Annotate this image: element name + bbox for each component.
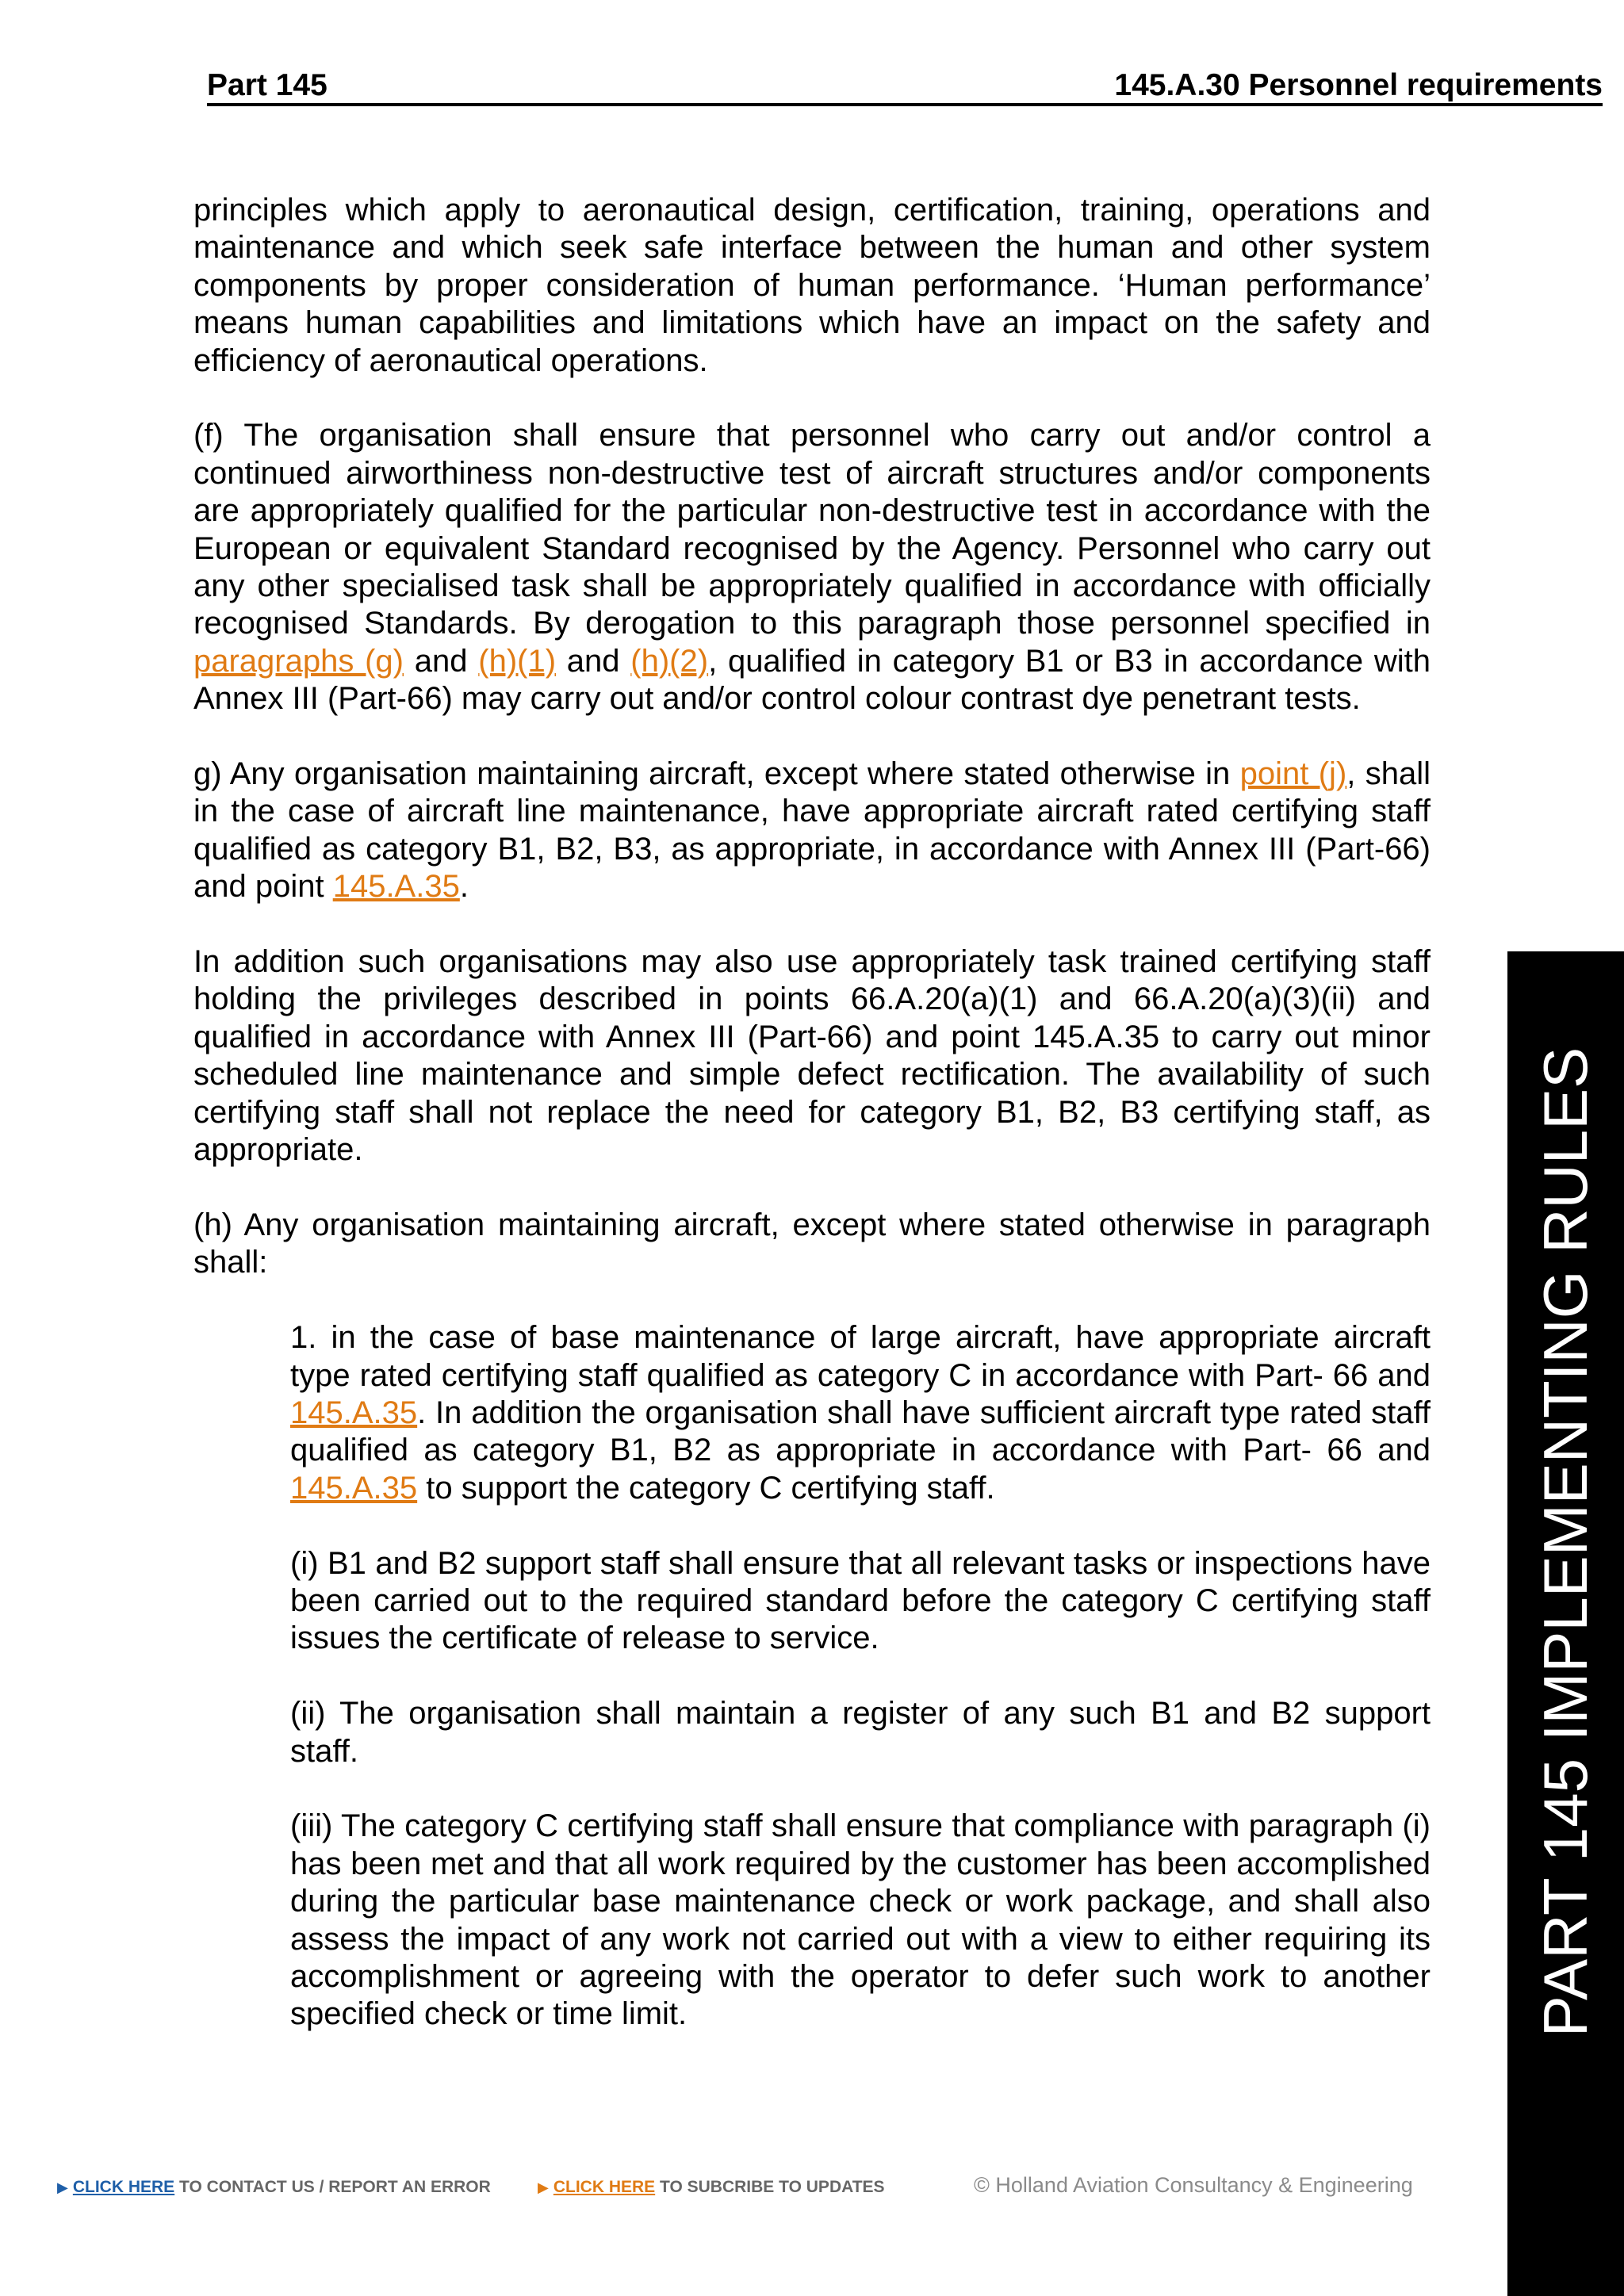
side-tab — [1507, 951, 1624, 2296]
paragraph-f-text-b: and — [404, 643, 479, 679]
link-145a35-h1-first[interactable]: 145.A.35 — [290, 1395, 418, 1430]
play-arrow-icon: ▶ — [538, 2179, 549, 2195]
paragraph-h1-iii: (iii) The category C certifying staff shall ensure that compliance with paragraph (i) has been met and that all work required by the customer has been accomplished during the particular base maintenance check or work package, and shall also assess the impact of any work not carried out with a view to either requiring its accomplishment or agreeing with the operator to defer such work to another specified check or time limit. — [290, 1808, 1431, 2032]
subscribe-text: TO SUBCRIBE TO UPDATES — [655, 2178, 885, 2196]
paragraph-h: (h) Any organisation maintaining aircraft, except where stated otherwise in paragraph shall: — [193, 1207, 1431, 1280]
document-body — [193, 192, 1431, 2071]
paragraph-g-addition: In addition such organisations may also use appropriately task trained certifying staff holding the privileges described in points 66.A.20(a)(1) and 66.A.20(a)(3)(ii) and qualified in accordance with Annex III (Part-66) and point 145.A.35 to carry out minor scheduled line maintenance and simple defect rectification. The availability of such certifying staff shall not replace the need for category B1, B2, B3 certifying staff, as appropriate. — [193, 944, 1431, 1168]
paragraph-h1-text-a: 1. in the case of base maintenance of large aircraft, have appropriate aircraft type rated certifying staff qualified as category C in accordance with Part- 66 and — [290, 1320, 1431, 1393]
paragraph-f-text-d: , qualified in category B1 or B3 in accordance with Annex III (Part-66) may carry out and/or control colour contrast dye penetrant tests. — [193, 643, 1431, 717]
footer-copyright: © Holland Aviation Consultancy & Engineering — [974, 2173, 1413, 2197]
paragraph-f-text-a: (f) The organisation shall ensure that personnel who carry out and/or control a continued airworthiness non-destructive test of aircraft structures and/or components are appropriately qualified for the particular non-destructive test in accordance with the European or equivalent Standard recognised by the Agency. Personnel who carry out any other specialised task shall be appropriately qualified in accordance with officially recognised Standards. By derogation to this paragraph those personnel specified in — [193, 418, 1431, 641]
paragraph-g-text-c: . — [459, 869, 469, 905]
link-h1[interactable]: (h)(1) — [478, 643, 557, 679]
link-point-j[interactable]: point (j) — [1239, 756, 1347, 792]
paragraph-g-text-b: , shall in the case of aircraft line maintenance, have appropriate aircraft rated certifying staff qualified as category B1, B2, B3, as appropriate, in accordance with Annex III (Part-66) and point — [193, 756, 1431, 905]
footer-contact — [57, 2175, 491, 2199]
paragraph-g — [193, 756, 1431, 906]
paragraph-f-text-c: and — [556, 643, 631, 679]
header-section-title: 145.A.30 Personnel requirements — [1114, 68, 1603, 102]
side-tab-label: PART 145 IMPLEMENTING RULES — [1530, 1047, 1600, 2038]
play-arrow-icon: ▶ — [57, 2179, 68, 2195]
link-paragraphs-g[interactable]: paragraphs (g) — [193, 643, 404, 679]
paragraph-intro: principles which apply to aeronautical design, certification, training, operations and maintenance and which seek safe interface between the human and other system components by proper consideration of human performance. ‘Human performance’ means human capabilities and limitations which have an impact on the safety and efficiency of aeronautical operations. — [193, 193, 1431, 378]
paragraph-h1-text-c: to support the category C certifying staff. — [417, 1470, 995, 1506]
header-part-title: Part 145 — [207, 68, 327, 102]
link-145a35-h1-second[interactable]: 145.A.35 — [290, 1470, 418, 1506]
contact-text: TO CONTACT US / REPORT AN ERROR — [174, 2178, 491, 2196]
paragraph-f — [193, 417, 1431, 718]
paragraph-h1-i: (i) B1 and B2 support staff shall ensure that all relevant tasks or inspections have been carried out to the required standard before the category C certifying staff issues the certificate of release to service. — [290, 1545, 1431, 1656]
paragraph-h1-text-b: . In addition the organisation shall have sufficient aircraft type rated staff qualified as category B1, B2 as appropriate in accordance with Part- 66 and — [290, 1395, 1431, 1468]
footer-subscribe — [538, 2175, 885, 2199]
contact-link[interactable]: CLICK HERE — [72, 2178, 175, 2196]
paragraph-h1-ii: (ii) The organisation shall maintain a register of any such B1 and B2 support staff. — [290, 1696, 1431, 1769]
link-h2[interactable]: (h)(2) — [630, 643, 709, 679]
subscribe-link[interactable]: CLICK HERE — [553, 2178, 656, 2196]
page-header — [207, 68, 1603, 106]
link-145a35-g[interactable]: 145.A.35 — [332, 869, 460, 905]
paragraph-h1 — [290, 1319, 1431, 1507]
paragraph-g-text-a: g) Any organisation maintaining aircraft, except where stated otherwise in — [193, 756, 1240, 792]
